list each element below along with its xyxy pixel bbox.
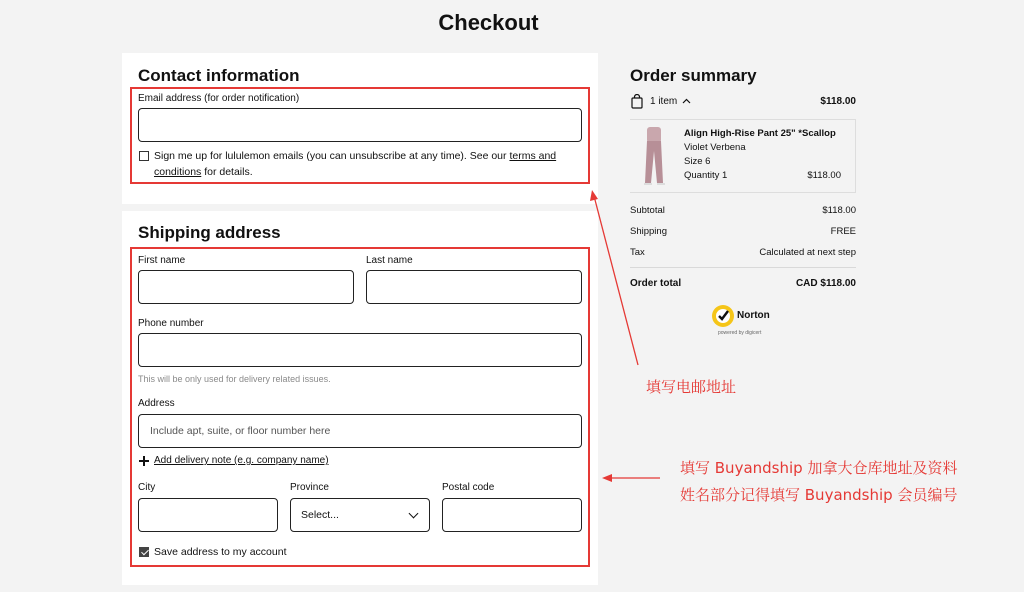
shipping-cost-value: FREE [830,226,856,237]
item-total: $118.00 [820,96,856,107]
product-size: Size 6 [684,156,711,167]
tax-label: Tax [630,247,645,258]
address-annotation-line2: 姓名部分记得填写 Buyandship 会员编号 [680,486,958,504]
order-total-value: CAD $118.00 [795,278,856,289]
subtotal-value: $118.00 [822,205,856,216]
email-consent-text: Sign me up for lululemon emails (you can unsubscribe at any time). See our terms and conditions for details. [154,150,557,178]
shipping-cost-label: Shipping [630,226,667,237]
province-selected-value: Select... [301,509,339,521]
tax-value: Calculated at next step [759,247,856,258]
city-label: City [138,482,156,493]
norton-text: Norton [737,310,770,321]
address-label: Address [138,398,175,409]
product-color: Violet Verbena [684,142,746,153]
address-arrowhead [602,474,612,482]
postal-code-label: Postal code [442,482,495,493]
shipping-heading: Shipping address [138,223,281,242]
page-title: Checkout [438,10,539,35]
add-delivery-note-link[interactable]: Add delivery note (e.g. company name) [154,455,329,466]
subtotal-label: Subtotal [630,205,665,216]
last-name-label: Last name [366,255,413,266]
product-price: $118.00 [807,170,841,181]
product-name[interactable]: Align High-Rise Pant 25" *Scallop [684,128,836,139]
contact-heading: Contact information [138,66,300,85]
item-count: 1 item [650,96,678,107]
address-annotation-line1: 填写 Buyandship 加拿大仓库地址及资料 [680,459,958,477]
province-label: Province [290,482,329,493]
first-name-label: First name [138,255,186,266]
order-summary-heading: Order summary [630,66,757,85]
product-quantity: Quantity 1 [684,170,728,181]
email-label: Email address (for order notification) [138,93,300,104]
email-arrowhead [590,190,598,201]
order-total-label: Order total [630,278,682,289]
phone-label: Phone number [138,318,204,329]
email-annotation: 填写电邮地址 [646,378,737,396]
email-arrow-line [594,196,638,365]
phone-helper-text: This will be only used for delivery related issues. [138,374,331,384]
save-address-label: Save address to my account [154,546,287,558]
terms-link[interactable]: terms and conditions [154,150,557,178]
digicert-text: powered by digicert [718,330,762,336]
